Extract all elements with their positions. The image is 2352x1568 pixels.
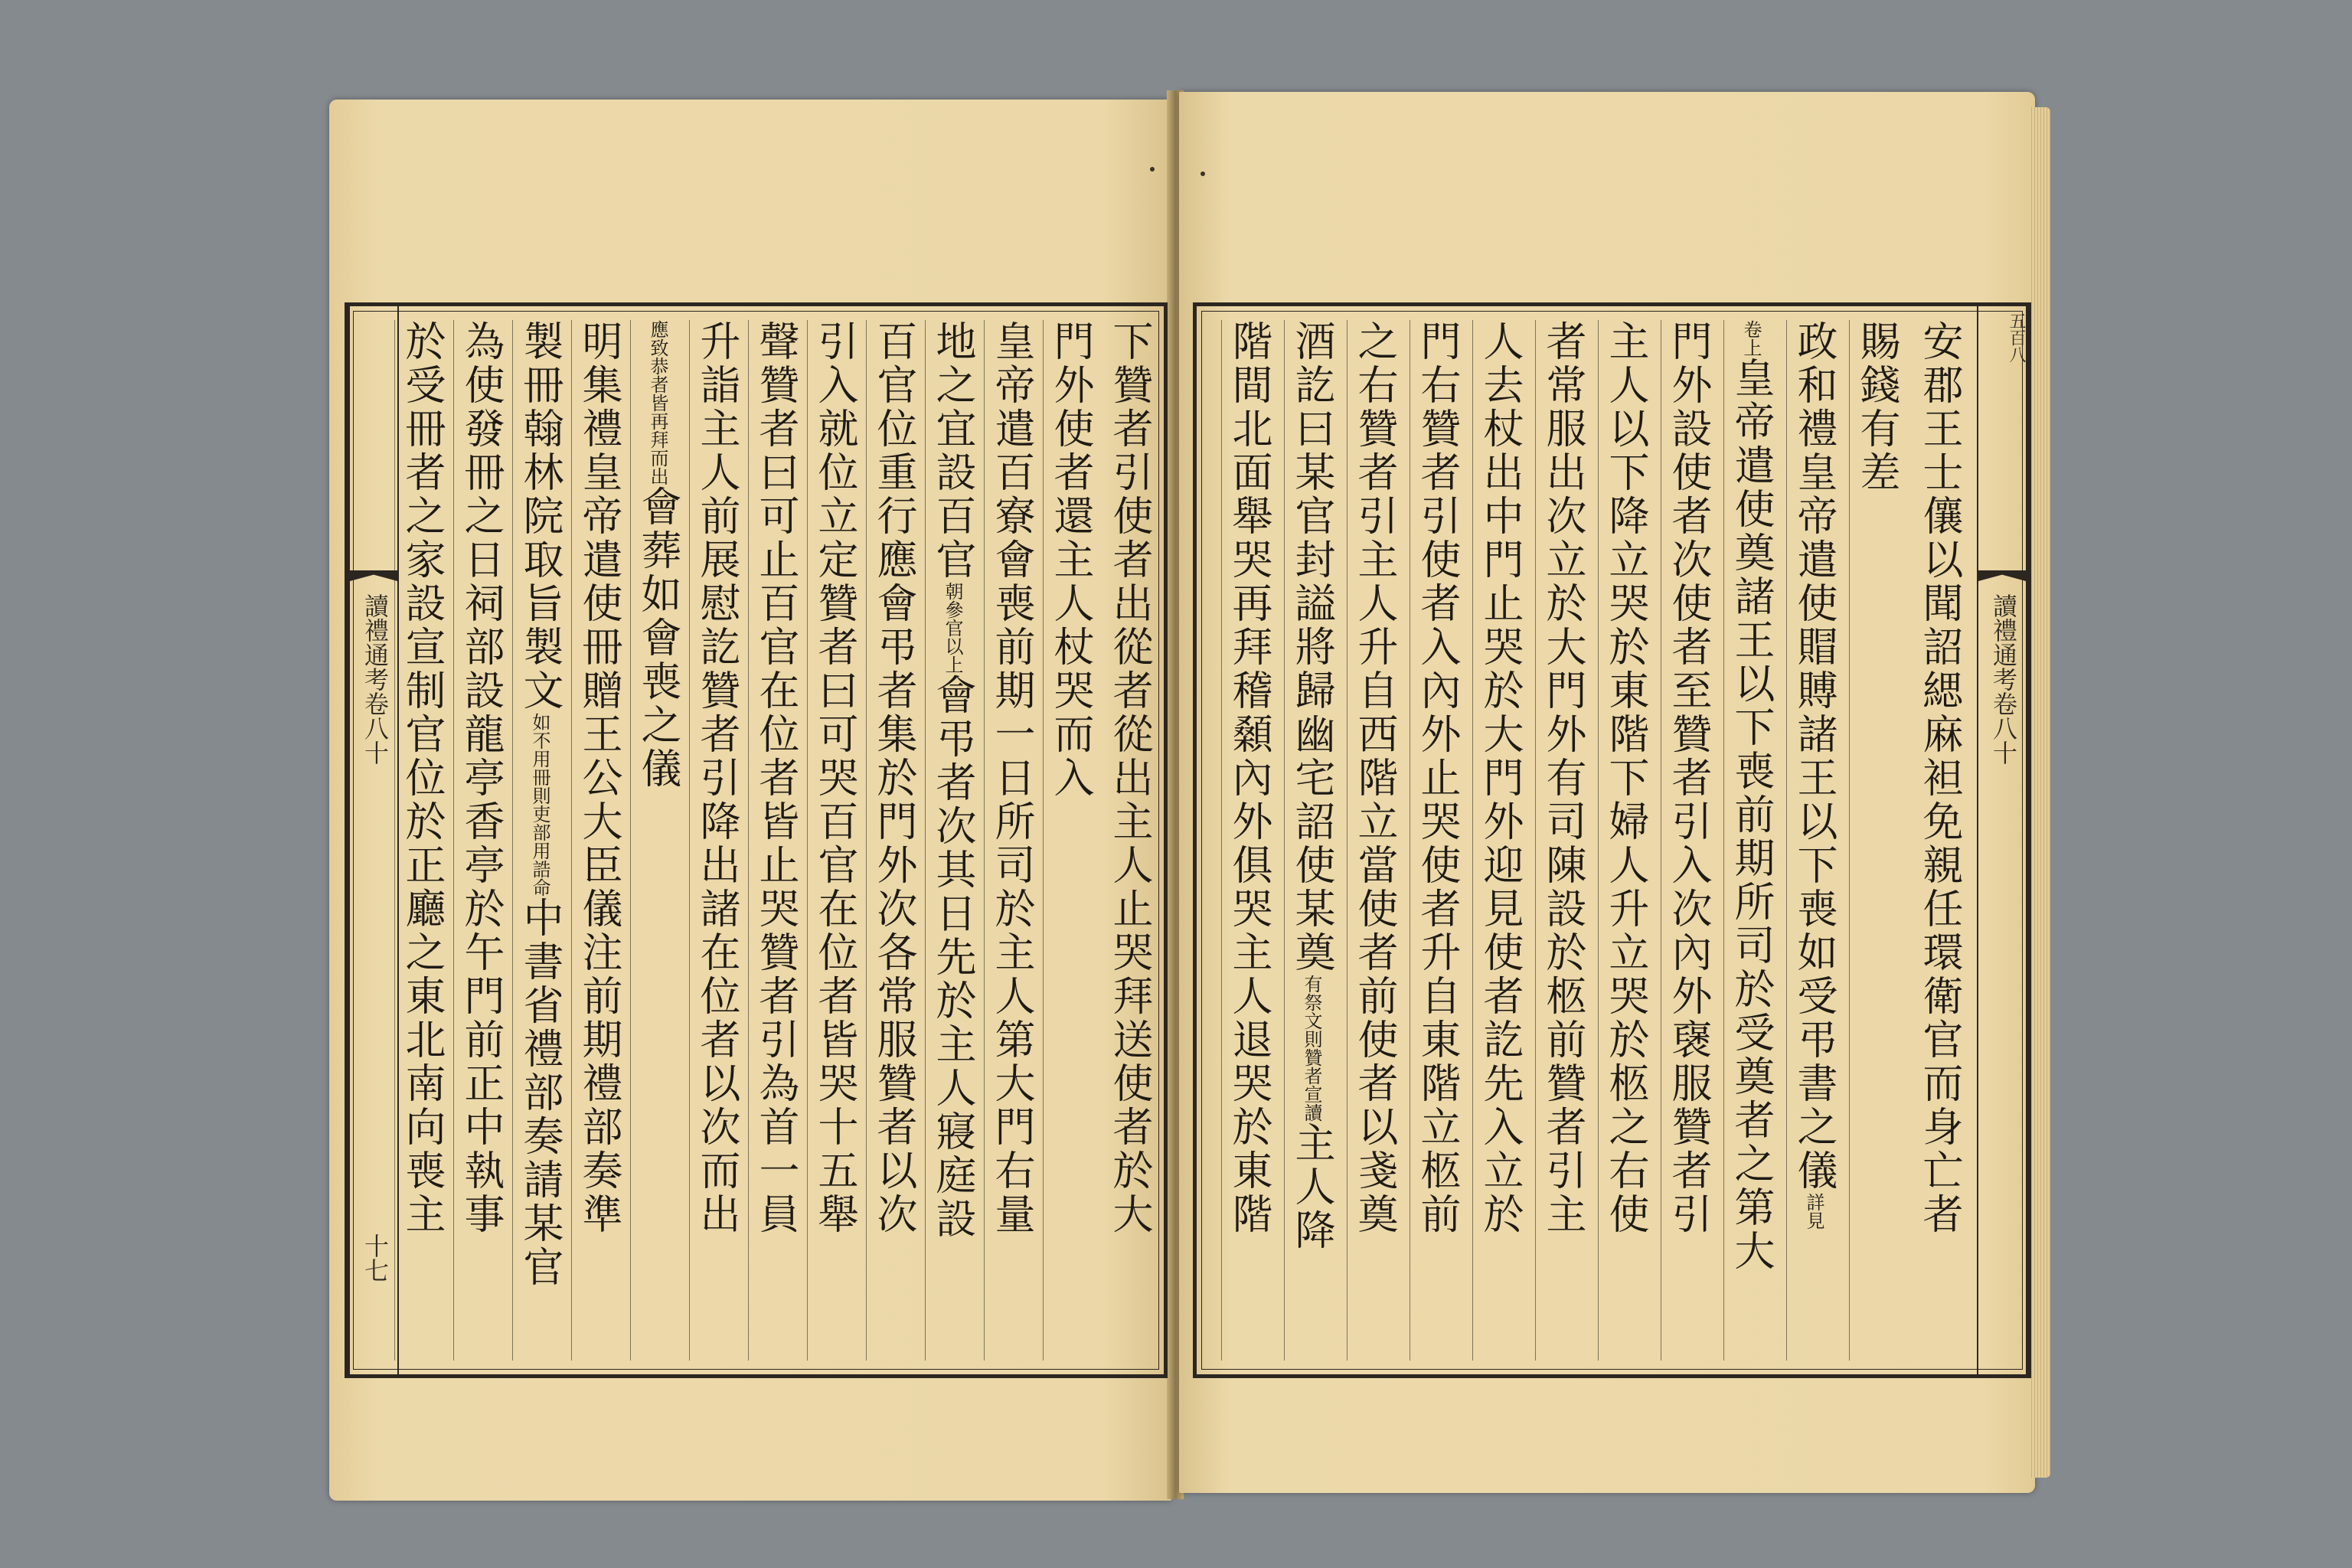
column-text: 明集禮皇帝遣使冊贈王公大臣儀注前期禮部奏準: [576, 320, 622, 1236]
text-column: [1913, 320, 1966, 1361]
column-text: 政和禮皇帝遣使賵賻諸王以下喪如受弔書之儀: [1791, 320, 1838, 1193]
text-column: [394, 320, 449, 1361]
column-text: 酒訖曰某官封謚將歸幽宅詔使某奠: [1289, 320, 1335, 975]
interlinear-note: 卷上: [1740, 320, 1762, 357]
left-text-block: [345, 302, 1168, 1378]
text-column: [1598, 320, 1652, 1361]
column-text: 於受冊者之家設宣制官位於正廳之東北南向喪主: [399, 320, 446, 1236]
text-column: [1786, 320, 1841, 1361]
column-text: 安郡王士儴以聞詔緦麻袒免親任環衛官而身亡者: [1916, 320, 1963, 1236]
text-column: [1535, 320, 1589, 1361]
text-column: [866, 320, 920, 1361]
text-column: [1284, 320, 1338, 1361]
text-column: [1221, 320, 1276, 1361]
right-folio-top: 五百八: [2007, 312, 2026, 363]
text-column: [1347, 320, 1401, 1361]
page-edges: [2029, 107, 2050, 1478]
text-column: [1849, 320, 1903, 1361]
left-hanxin: [348, 306, 399, 1374]
text-column: [984, 320, 1038, 1361]
column-text: 製冊翰林院取旨製文: [517, 320, 564, 713]
column-text: 主人以下降立哭於東階下婦人升立哭於柩之右使: [1602, 320, 1649, 1236]
column-text: 為使發冊之日祠部設龍亭香亭於午門前正中執事: [458, 320, 505, 1236]
column-text-continued: 主人降: [1289, 1122, 1335, 1253]
column-text: 之右贊者引主人升自西階立當使者前使者以戔奠: [1351, 320, 1398, 1236]
text-column: [453, 320, 508, 1361]
column-text: 聲贊者曰可止百官在位者皆止哭贊者引為首一員: [753, 320, 799, 1236]
text-column: [512, 320, 567, 1361]
text-column: [1102, 320, 1156, 1361]
left-hanxin-title: 讀禮通考卷八十: [361, 593, 390, 765]
text-column: [1723, 320, 1778, 1361]
right-hanxin-title: 讀禮通考卷八十: [1989, 593, 2018, 765]
column-text: 皇帝遣百寮會喪前期一日所司於主人第大門右量: [988, 320, 1035, 1236]
text-column: [1043, 320, 1097, 1361]
left-folio-number: 十七: [361, 1233, 390, 1282]
column-text: 賜錢有差: [1854, 320, 1900, 495]
text-column: [1410, 320, 1464, 1361]
text-column: [807, 320, 861, 1361]
right-text-block: [1193, 302, 2031, 1378]
ink-spot: [1200, 172, 1205, 176]
interlinear-note: 詳見: [1803, 1193, 1824, 1230]
interlinear-note: 應致恭者皆再拜而出: [647, 320, 668, 485]
text-column: [1661, 320, 1715, 1361]
text-column: [925, 320, 979, 1361]
text-column: [630, 320, 684, 1361]
column-text: 下贊者引使者出從者從出主人止哭拜送使者於大: [1106, 320, 1153, 1236]
fish-tail-mark: [350, 570, 397, 581]
column-text-continued: 會葬如會喪之儀: [635, 485, 681, 791]
text-column: [748, 320, 802, 1361]
right-hanxin: [1977, 306, 2027, 1374]
text-column: [1472, 320, 1527, 1361]
column-text: 人去杖出中門止哭於大門外迎見使者訖先入立於: [1477, 320, 1524, 1236]
column-text-continued: 中書省禮部奏請某官: [517, 897, 564, 1289]
interlinear-note: 朝參官以上: [942, 582, 963, 674]
column-text: 者常服出次立於大門外有司陳設於柩前贊者引主: [1540, 320, 1586, 1236]
column-text: 引入就位立定贊者曰可哭百官在位者皆哭十五舉: [812, 320, 858, 1236]
fish-tail-mark: [1978, 570, 2026, 581]
column-text: 升詣主人前展慰訖贊者引降出諸在位者以次而出: [694, 320, 740, 1236]
text-column: [571, 320, 626, 1361]
column-text: 門外使者還主人杖哭而入: [1047, 320, 1094, 800]
text-column: [689, 320, 743, 1361]
interlinear-note: 如不用冊則吏部用誥命: [529, 713, 550, 897]
column-text: 地之宜設百官: [929, 320, 976, 582]
column-text-continued: 皇帝遣使奠諸王以下喪前期所司於受奠者之第大: [1728, 357, 1775, 1273]
interlinear-note: 有祭文則贊者宣讀: [1301, 975, 1322, 1122]
column-text: 門右贊者引使者入內外止哭使者升自東階立柩前: [1414, 320, 1461, 1236]
column-text-continued: 會弔者次其日先於主人寢庭設: [929, 674, 976, 1241]
column-text: 百官位重行應會弔者集於門外次各常服贊者以次: [871, 320, 917, 1236]
ink-spot: [1150, 167, 1155, 172]
column-text: 門外設使者次使者至贊者引入次內外襃服贊者引: [1665, 320, 1712, 1236]
column-text: 階間北面舉哭再拜稽顙內外俱哭主人退哭於東階: [1226, 320, 1272, 1236]
